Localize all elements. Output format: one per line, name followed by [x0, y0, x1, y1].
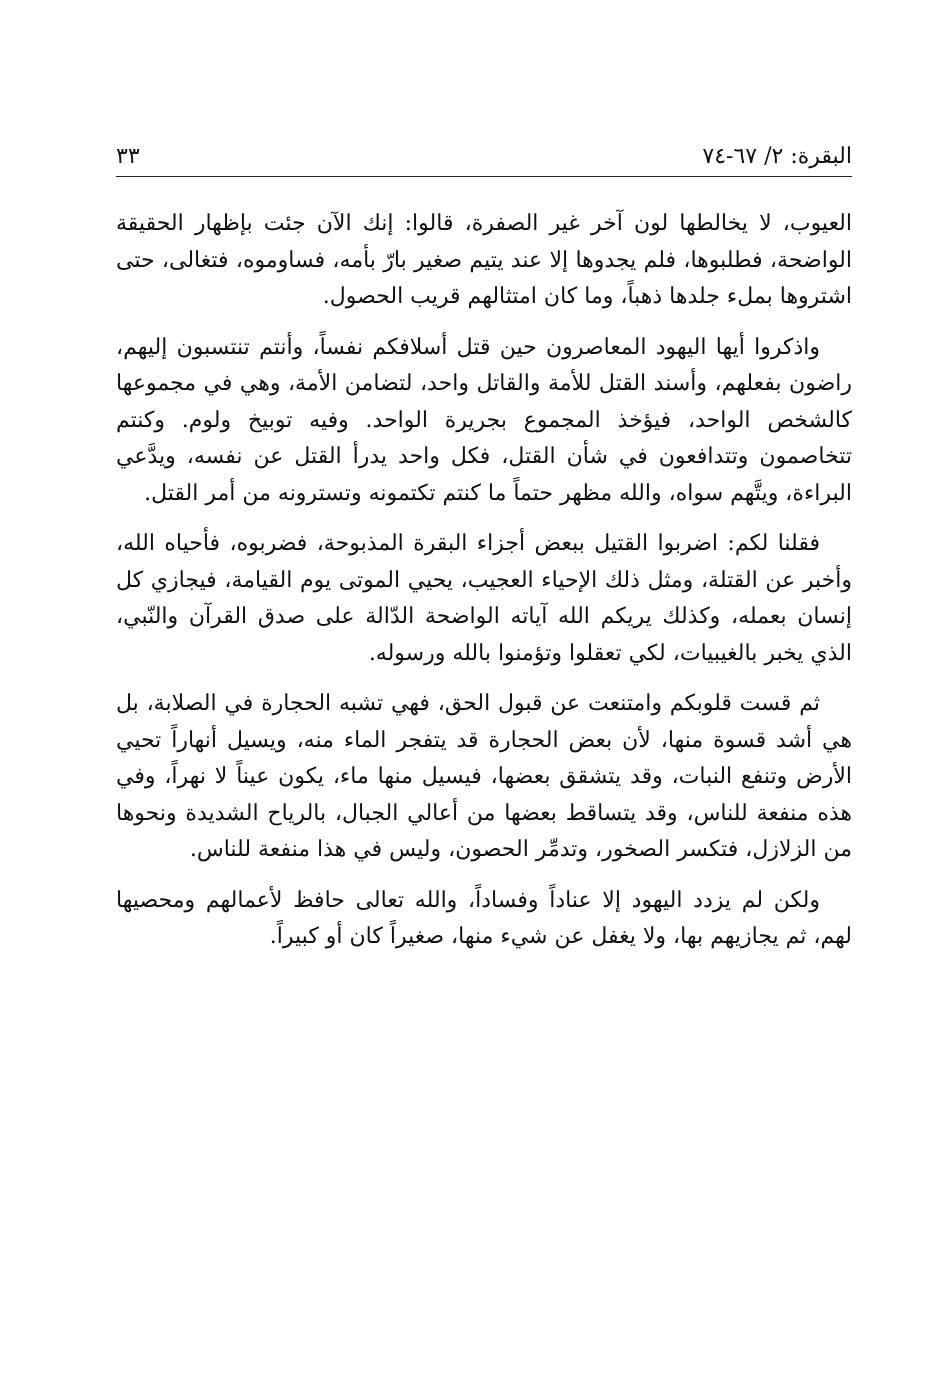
header-rule: [116, 176, 852, 177]
paragraph-1: العيوب، لا يخالطها لون آخر غير الصفرة، قالوا: إنك الآن جئت بإظهار الحقيقة الواضحة، فطلبوها، فلم يجدوها إلا عند يتيم صغير بارّ بأمه، فساوموه، فتغالى، حتى اشتروها بملء جلدها ذهباً، وما كان امتثالهم قريب الحصول.: [116, 211, 852, 309]
body-text: [116, 206, 852, 970]
paragraph-2: واذكروا أيها اليهود المعاصرون حين قتل أسلافكم نفساً، وأنتم تنتسبون إليهم، راضون بفعلهم، وأسند القتل للأمة والقاتل واحد، لتضامن الأمة، وهي في مجموعها كالشخص الواحد، فيؤخذ المجموع بجريرة الواحد. وفيه توبيخ ولوم. وكنتم تتخاصمون وتتدافعون في شأن القتل، فكل واحد يدرأ القتل عن نفسه، ويدَّعي البراءة، ويتَّهم سواه، والله مظهر حتماً ما كنتم تكتمونه وتسترونه من أمر القتل.: [116, 334, 852, 506]
paragraph-3: فقلنا لكم: اضربوا القتيل ببعض أجزاء البقرة المذبوحة، فضربوه، فأحياه الله، وأخبر عن القتلة، ومثل ذلك الإحياء العجيب، يحيي الموتى يوم القيامة، فيجازي كل إنسان بعمله، وكذلك يريكم الله آياته الواضحة الدّالة على صدق القرآن والنّبي، الذي يخبر بالغيبيات، لكي تعقلوا وتؤمنوا بالله ورسوله.: [116, 531, 852, 666]
running-head: البقرة: ٢/ ٦٧-٧٤: [702, 144, 852, 169]
page-number: ٣٣: [116, 144, 140, 169]
paragraph-5: ولكن لم يزدد اليهود إلا عناداً وفساداً، والله تعالى حافظ لأعمالهم ومحصيها لهم، ثم يجازيهم بها، ولا يغفل عن شيء منها، صغيراً كان أو كبيراً.: [116, 887, 852, 949]
paragraph-4: ثم قست قلوبكم وامتنعت عن قبول الحق، فهي تشبه الحجارة في الصلابة، بل هي أشد قسوة منها، لأن بعض الحجارة قد يتفجر الماء منه، ويسيل أنهاراً تحيي الأرض وتنفع النبات، وقد يتشقق بعضها، فيسيل منها ماء، يكون عيناً لا نهراً، وفي هذه منفعة للناس، وقد يتساقط بعضها من أعالي الجبال، بالرياح الشديدة ونحوها من الزلازل، فتكسر الصخور، وتدمِّر الحصون، وليس في هذا منفعة للناس.: [116, 691, 852, 862]
page-header: [116, 140, 852, 178]
